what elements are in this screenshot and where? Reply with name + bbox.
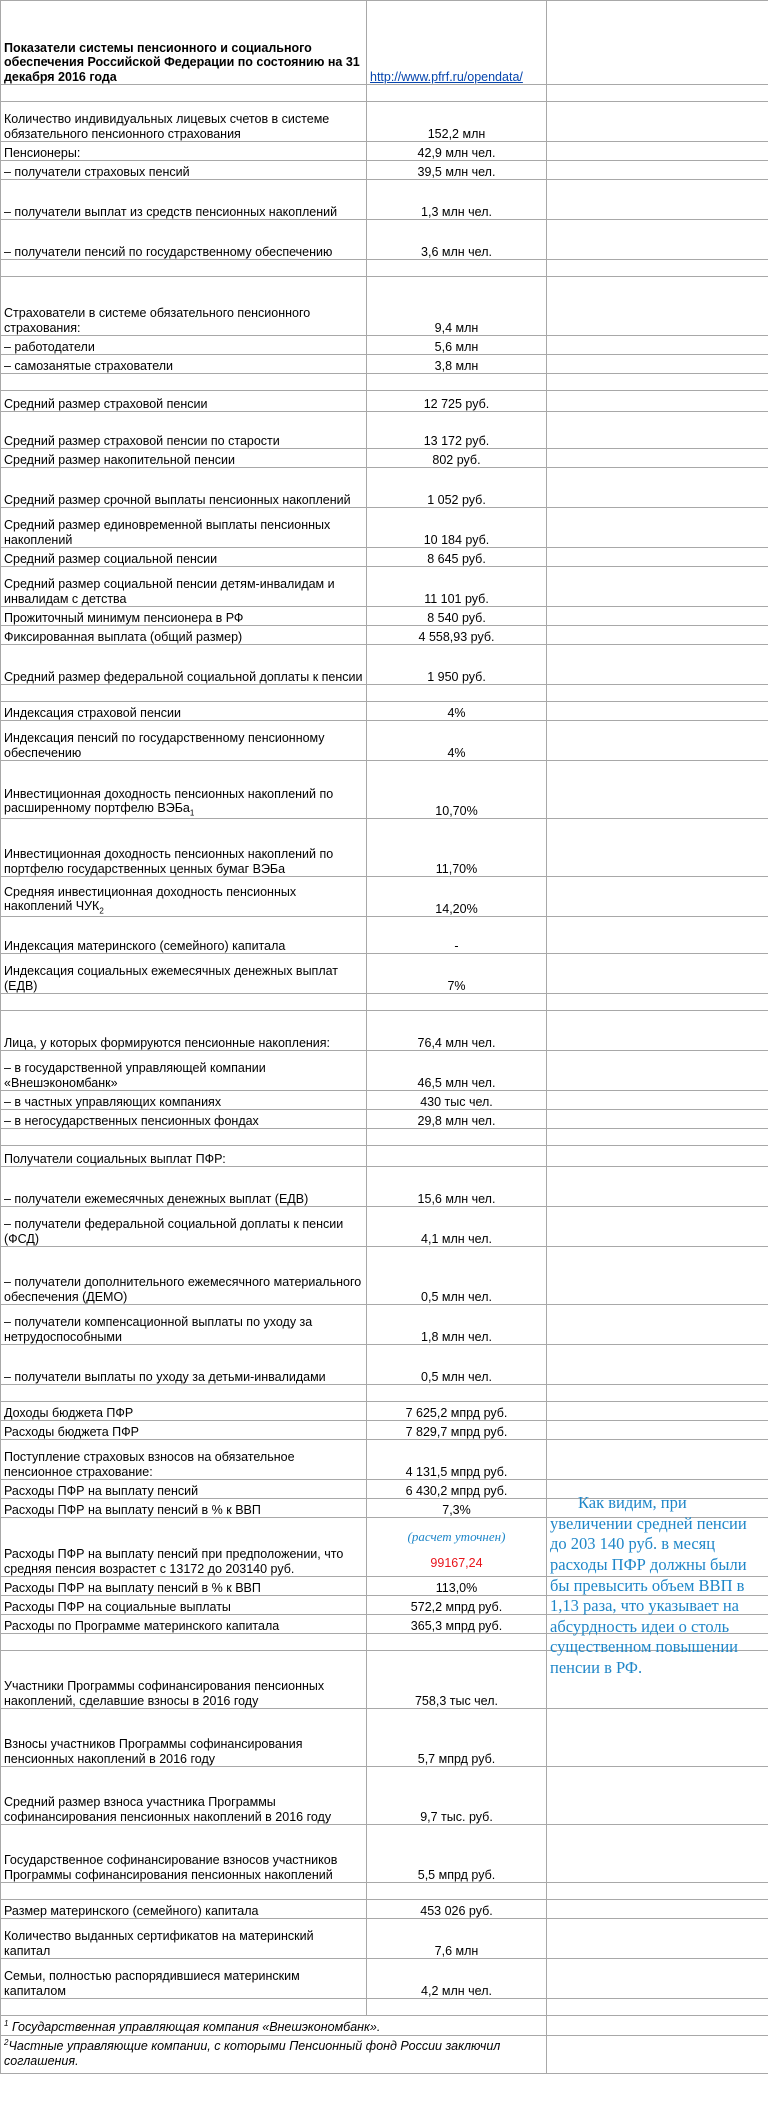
row-value: 3,8 млн: [367, 355, 547, 374]
row-label: Средний размер накопительной пенсии: [1, 449, 367, 468]
row-value: 4 131,5 мпрд руб.: [367, 1440, 547, 1480]
row-value: 10,70%: [367, 761, 547, 819]
row-value: 11,70%: [367, 819, 547, 877]
table-row: [1, 1345, 768, 1385]
row-label: Расходы ПФР на выплату пенсий в % к ВВП: [1, 1577, 367, 1596]
row-label: Индексация материнского (семейного) капитала: [1, 917, 367, 954]
footnote-row: [1, 2016, 768, 2036]
row-value: 1,3 млн чел.: [367, 180, 547, 220]
row-label: – получатели выплат из средств пенсионных накоплений: [1, 180, 367, 220]
table-row: [1, 277, 768, 336]
row-value: 0,5 млн чел.: [367, 1247, 547, 1305]
footnote-1: [1, 2016, 547, 2036]
spacer-row: [1, 260, 768, 277]
spacer-row: [1, 1999, 768, 2016]
table-row: [1, 645, 768, 685]
row-label: – получатели дополнительного ежемесячного материального обеспечения (ДЕМО): [1, 1247, 367, 1305]
row-label: Средний размер единовременной выплаты пенсионных накоплений: [1, 508, 367, 548]
row-value: 1 052 руб.: [367, 468, 547, 508]
row-value: 4%: [367, 721, 547, 761]
row-value: 365,3 мпрд руб.: [367, 1615, 547, 1634]
row-label: Средний размер взноса участника Программы софинансирования пенсионных накоплений в 2016 году: [1, 1767, 367, 1825]
table-row: [1, 1767, 768, 1825]
row-value: 152,2 млн: [367, 102, 547, 142]
row-value: 1,8 млн чел.: [367, 1305, 547, 1345]
row-value-highlight: 99167,24: [430, 1556, 483, 1571]
row-label: Государственное софинансирование взносов участников Программы софинансирования пенсионных накоплений: [1, 1825, 367, 1883]
row-value: 453 026 руб.: [367, 1900, 547, 1919]
table-row: [1, 220, 768, 260]
row-value: 12 725 руб.: [367, 391, 547, 412]
row-label: Доходы бюджета ПФР: [1, 1402, 367, 1421]
row-label: Пенсионеры:: [1, 142, 367, 161]
table-row: [1, 1110, 768, 1129]
commentary-note: Как видим, при увеличении средней пенсии до 203 140 руб. в месяц расходы ПФР должны были бы превысить объем ВВП в 1,13 раза, что указывает на абсурдность идеи о столь существенном повышении пенсии в РФ.: [550, 1493, 747, 1677]
row-value: 8 645 руб.: [367, 548, 547, 567]
row-label: – в негосударственных пенсионных фондах: [1, 1110, 367, 1129]
row-value: 4,2 млн чел.: [367, 1959, 547, 1999]
row-label: Расходы по Программе материнского капитала: [1, 1615, 367, 1634]
row-label: Инвестиционная доходность пенсионных накоплений по портфелю государственных ценных бумаг ВЭБа: [1, 819, 367, 877]
source-link-cell: [367, 1, 547, 85]
row-value-highlight: 6 430,2 мпрд руб.: [367, 1480, 547, 1499]
row-value: 9,4 млн: [367, 277, 547, 336]
table-row: [1, 607, 768, 626]
table-row: [1, 508, 768, 548]
row-value-highlight: 113,0%: [367, 1577, 547, 1596]
row-label: – работодатели: [1, 336, 367, 355]
table-row: [1, 412, 768, 449]
row-value: 5,5 мпрд руб.: [367, 1825, 547, 1883]
row-value: 4%: [367, 702, 547, 721]
table-row: [1, 819, 768, 877]
spacer-row: [1, 374, 768, 391]
row-value: 8 540 руб.: [367, 607, 547, 626]
table-title: Показатели системы пенсионного и социального обеспечения Российской Федерации по состоянию на 31 декабря 2016 года: [1, 1, 367, 85]
row-value: 7%: [367, 954, 547, 994]
table-row: [1, 161, 768, 180]
row-value: 14,20%: [367, 877, 547, 917]
empty-cell: [547, 1, 768, 85]
row-label: Расходы ПФР на социальные выплаты: [1, 1596, 367, 1615]
table-row: [1, 877, 768, 917]
row-value: -: [367, 917, 547, 954]
table-row: [1, 1440, 768, 1480]
row-value: 430 тыс чел.: [367, 1091, 547, 1110]
table-row: [1, 702, 768, 721]
spacer-row: [1, 1129, 768, 1146]
table-row: [1, 336, 768, 355]
table-row: [1, 548, 768, 567]
table-row: [1, 1305, 768, 1345]
footnote-2: [1, 2036, 547, 2074]
row-label: – в государственной управляющей компании «Внешэкономбанк»: [1, 1051, 367, 1091]
row-value: 10 184 руб.: [367, 508, 547, 548]
row-label: Индексация пенсий по государственному пенсионному обеспечению: [1, 721, 367, 761]
table-row: [1, 449, 768, 468]
spacer-row: [1, 994, 768, 1011]
row-value-cell: [367, 1518, 547, 1577]
table-row: [1, 142, 768, 161]
title-row: [1, 1, 768, 85]
row-value: 11 101 руб.: [367, 567, 547, 607]
row-label-cell: [1, 761, 367, 819]
table-row: [1, 1825, 768, 1883]
table-row: [1, 1207, 768, 1247]
row-value: 7 829,7 мпрд руб.: [367, 1421, 547, 1440]
row-label: – получатели страховых пенсий: [1, 161, 367, 180]
row-label: Получатели социальных выплат ПФР:: [1, 1146, 367, 1167]
footnote-ref: 1: [189, 808, 195, 818]
row-label: Средняя инвестиционная доходность пенсионных накоплений ЧУК: [4, 884, 297, 914]
footnote-text: Частные управляющие компании, с которыми Пенсионный фонд России заключил соглашения.: [4, 2039, 501, 2068]
row-label: – получатели федеральной социальной доплаты к пенсии (ФСД): [1, 1207, 367, 1247]
table-row: [1, 721, 768, 761]
footnote-mark: 1: [4, 2019, 9, 2029]
row-label: Лица, у которых формируются пенсионные накопления:: [1, 1011, 367, 1051]
row-label: Расходы ПФР на выплату пенсий: [1, 1480, 367, 1499]
row-value: 76,4 млн чел.: [367, 1011, 547, 1051]
row-value: 46,5 млн чел.: [367, 1051, 547, 1091]
row-value: 572,2 мпрд руб.: [367, 1596, 547, 1615]
row-value: 39,5 млн чел.: [367, 161, 547, 180]
row-label: – получатели ежемесячных денежных выплат (ЕДВ): [1, 1167, 367, 1207]
row-label: Расходы бюджета ПФР: [1, 1421, 367, 1440]
row-label: Средний размер социальной пенсии детям-инвалидам и инвалидам с детства: [1, 567, 367, 607]
row-value: 3,6 млн чел.: [367, 220, 547, 260]
table-row: [1, 1247, 768, 1305]
row-label: Средний размер страховой пенсии: [1, 391, 367, 412]
footnote-row: [1, 2036, 768, 2074]
row-label: Средний размер федеральной социальной доплаты к пенсии: [1, 645, 367, 685]
row-label: Расходы ПФР на выплату пенсий в % к ВВП: [1, 1499, 367, 1518]
row-label: – получатели выплаты по уходу за детьми-инвалидами: [1, 1345, 367, 1385]
table-row: [1, 391, 768, 412]
row-value: 7 625,2 мпрд руб.: [367, 1402, 547, 1421]
table-row: [1, 1011, 768, 1051]
row-value: 15,6 млн чел.: [367, 1167, 547, 1207]
row-label: Средний размер срочной выплаты пенсионных накоплений: [1, 468, 367, 508]
row-label: Участники Программы софинансирования пенсионных накоплений, сделавшие взносы в 2016 году: [1, 1651, 367, 1709]
table-row: [1, 355, 768, 374]
row-label: – получатели компенсационной выплаты по уходу за нетрудоспособными: [1, 1305, 367, 1345]
table-row: [1, 567, 768, 607]
row-label: Поступление страховых взносов на обязательное пенсионное страхование:: [1, 1440, 367, 1480]
row-label: Размер материнского (семейного) капитала: [1, 1900, 367, 1919]
source-link[interactable]: http://www.pfrf.ru/opendata/: [370, 69, 523, 84]
row-value: 5,7 мпрд руб.: [367, 1709, 547, 1767]
table-row: [1, 102, 768, 142]
row-value: 29,8 млн чел.: [367, 1110, 547, 1129]
table-row: [1, 954, 768, 994]
row-label: Взносы участников Программы софинансирования пенсионных накоплений в 2016 году: [1, 1709, 367, 1767]
row-label: Индексация социальных ежемесячных денежных выплат (ЕДВ): [1, 954, 367, 994]
table-row: [1, 1900, 768, 1919]
row-label: Средний размер социальной пенсии: [1, 548, 367, 567]
row-label: Индексация страховой пенсии: [1, 702, 367, 721]
row-value: 802 руб.: [367, 449, 547, 468]
table-row: [1, 1402, 768, 1421]
row-value: 1 950 руб.: [367, 645, 547, 685]
row-value: 0,5 млн чел.: [367, 1345, 547, 1385]
spacer-row: [1, 1385, 768, 1402]
footnote-text: Государственная управляющая компания «Внешэкономбанк».: [11, 2020, 381, 2035]
row-label: Фиксированная выплата (общий размер): [1, 626, 367, 645]
table-row: [1, 1421, 768, 1440]
table-row: [1, 180, 768, 220]
row-label: Страхователи в системе обязательного пенсионного страхования:: [1, 277, 367, 336]
footnote-ref: 2: [99, 906, 104, 916]
footnote-mark: 2: [4, 2038, 9, 2047]
value-note: (расчет уточнен): [407, 1529, 506, 1545]
row-value: 4 558,93 руб.: [367, 626, 547, 645]
table-row: [1, 1146, 768, 1167]
row-value: 7,6 млн: [367, 1919, 547, 1959]
row-value-highlight: 13 172 руб.: [367, 412, 547, 449]
row-label: Количество индивидуальных лицевых счетов в системе обязательного пенсионного страхования: [1, 102, 367, 142]
table-row: [1, 468, 768, 508]
row-label: Расходы ПФР на выплату пенсий при предположении, что средняя пенсия возрастет с 13172 до 203140 руб.: [1, 1518, 367, 1577]
row-value: 5,6 млн: [367, 336, 547, 355]
row-label: Семьи, полностью распорядившиеся материнским капиталом: [1, 1959, 367, 1999]
row-label-cell: [1, 877, 367, 917]
table-row: [1, 1919, 768, 1959]
row-label: – в частных управляющих компаниях: [1, 1091, 367, 1110]
table-row: [1, 1709, 768, 1767]
row-label: – самозанятые страхователи: [1, 355, 367, 374]
table-row: [1, 1051, 768, 1091]
row-value: [367, 1146, 547, 1167]
row-label: – получатели пенсий по государственному обеспечению: [1, 220, 367, 260]
row-label: Прожиточный минимум пенсионера в РФ: [1, 607, 367, 626]
row-label: Количество выданных сертификатов на материнский капитал: [1, 1919, 367, 1959]
spacer-row: [1, 685, 768, 702]
row-label: Средний размер страховой пенсии по старости: [1, 412, 367, 449]
row-value: 758,3 тыс чел.: [367, 1651, 547, 1709]
table-row: [1, 1091, 768, 1110]
table-row: [1, 1167, 768, 1207]
table-row: [1, 761, 768, 819]
row-value-highlight: 7,3%: [367, 1499, 547, 1518]
row-value: 9,7 тыс. руб.: [367, 1767, 547, 1825]
row-value: 42,9 млн чел.: [367, 142, 547, 161]
spacer-row: [1, 85, 768, 102]
spacer-row: [1, 1883, 768, 1900]
table-row: [1, 626, 768, 645]
row-label: Инвестиционная доходность пенсионных накоплений по расширенному портфелю ВЭБа: [4, 786, 334, 816]
table-row: [1, 917, 768, 954]
row-value: 4,1 млн чел.: [367, 1207, 547, 1247]
table-row: [1, 1959, 768, 1999]
